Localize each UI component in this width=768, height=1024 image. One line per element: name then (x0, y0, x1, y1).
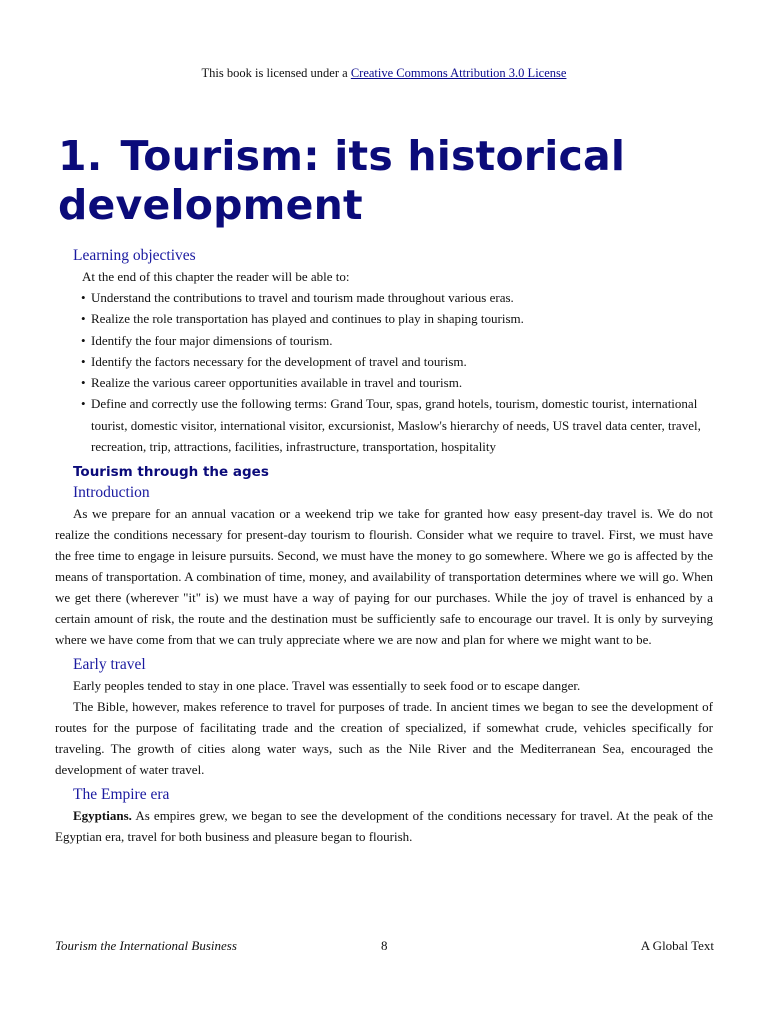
bullet-icon: • (81, 375, 86, 391)
bullet-icon: • (81, 332, 86, 348)
bullet-icon: • (81, 396, 86, 412)
objective-text: Understand the contributions to travel and tourism made throughout various eras. (91, 290, 514, 305)
introduction-heading: Introduction (73, 484, 150, 502)
license-notice (0, 66, 768, 81)
objective-text: Realize the role transportation has played and continues to play in shaping tourism. (91, 311, 524, 327)
empire-era-heading: The Empire era (73, 786, 170, 804)
footer-book-title: Tourism the International Business (55, 938, 237, 953)
bullet-icon: • (81, 290, 86, 305)
chapter-number: 1. (58, 132, 103, 180)
list-item (81, 351, 713, 372)
bullet-icon: • (81, 311, 86, 327)
bullet-icon: • (81, 353, 86, 369)
chapter-body (55, 245, 713, 847)
empire-era-paragraph (55, 805, 713, 847)
early-travel-heading: Early travel (73, 656, 146, 674)
chapter-title (58, 132, 718, 230)
page-footer (55, 938, 714, 954)
section-heading: Tourism through the ages (73, 464, 269, 481)
footer-publisher: A Global Text (640, 938, 714, 953)
egyptians-lead: Egyptians. (73, 808, 132, 824)
list-item (81, 372, 713, 393)
early-travel-paragraph-1: Early peoples tended to stay in one place. Travel was essentially to seek food or to escape danger. (73, 678, 581, 694)
list-item (81, 393, 713, 457)
learning-objectives-heading: Learning objectives (73, 247, 196, 264)
list-item (81, 308, 713, 329)
objective-text: Identify the four major dimensions of tourism. (91, 332, 333, 348)
license-link[interactable]: Creative Commons Attribution 3.0 License (350, 66, 567, 80)
page-number: 8 (381, 938, 388, 953)
early-travel-paragraph-2: The Bible, however, makes reference to travel for purposes of trade. In ancient times we began to see the development of routes for the purpose of facilitating trade and the creation of specialized, if somewhat crude, vehicles specifically for traveling. The growth of cities along water ways, such as the Nile River and the Mediterranean Sea, encouraged the development of water travel. (55, 699, 713, 778)
list-item (81, 330, 713, 351)
empire-era-text: As empires grew, we began to see the development of the conditions necessary for travel. At the peak of the Egyptian era, travel for both business and pleasure began to flourish. (55, 808, 713, 845)
objective-text: Realize the various career opportunities available in travel and tourism. (91, 375, 463, 391)
objectives-list (55, 287, 713, 457)
objective-text: Define and correctly use the following terms: Grand Tour, spas, grand hotels, tourism, domestic tourist, international tourist, domestic visitor, international visitor, excursionist, Maslow's hierarchy of needs, US travel data center, travel, recreation, trip, attractions, facilities, infrastructure, transportation, hospitality (91, 396, 701, 455)
chapter-title-text: Tourism: its historical development (58, 132, 626, 229)
introduction-paragraph: As we prepare for an annual vacation or a weekend trip we take for granted how easy present-day travel is. We do not realize the conditions necessary for present-day tourism to flourish. Consider what we require to travel. First, we must have the free time to engage in leisure pursuits. Second, we must have the money to go somewhere. Where we go is affected by the means of transportation. A combination of time, money, and availability of transportation determines where we will go. When we get there (wherever "it" is) we must have a way of paying for our purchases. While the joy of travel is enhanced by a certain amount of risk, the route and the destination must be sufficiently safe to encourage our travel. It is only by surveying where we have come from that we can truly appreciate where we are now and plan for where we might want to be. (55, 506, 713, 648)
list-item (81, 287, 713, 308)
objectives-intro: At the end of this chapter the reader will be able to: (82, 269, 350, 284)
objective-text: Identify the factors necessary for the development of travel and tourism. (91, 353, 467, 369)
license-prefix: This book is licensed under a (201, 66, 351, 80)
